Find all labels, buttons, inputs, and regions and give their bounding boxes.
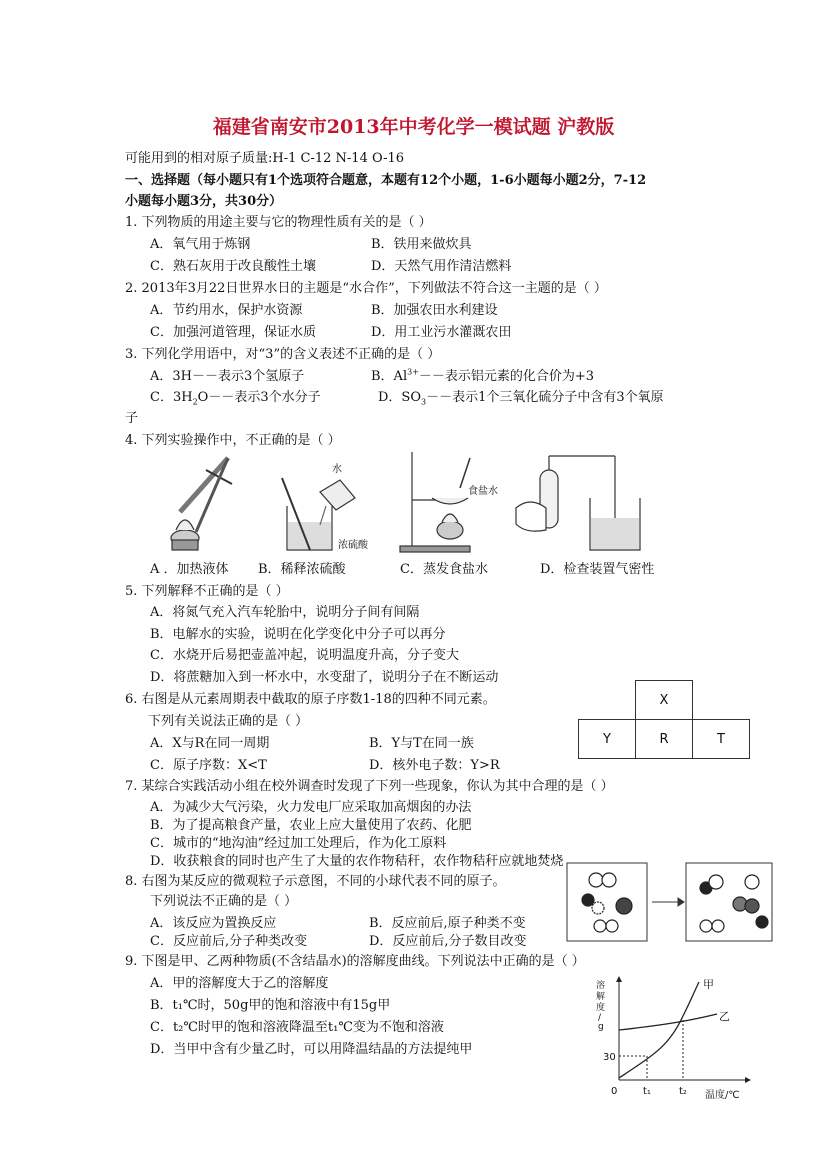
q5-option-c: C．水烧开后易把壶盖冲起，说明温度升高，分子变大	[150, 648, 459, 663]
q4-option-c: C．蒸发食盐水	[400, 562, 488, 577]
ylabel-3: 度	[596, 1003, 606, 1013]
figure-b-water-label: 水	[332, 464, 342, 475]
q4-lab-figures	[150, 450, 750, 558]
cell-x: X	[636, 681, 693, 720]
section-heading-line1: 一、选择题（每小题只有1个选项符合题意，本题有12个小题，1-6小题每小题2分，7-12	[125, 173, 647, 188]
q6-stem: 6. 右图是从元素周期表中截取的原子序数1-18的四种不同元素。	[125, 692, 496, 707]
q5-option-b: B．电解水的实验，说明在化学变化中分子可以再分	[150, 627, 446, 642]
q3-option-d: D．$SO_3--$表示1个三氧化硫分子中含有3个氧原	[378, 390, 664, 407]
q5-option-a: A．将氮气充入汽车轮胎中，说明分子间有间隔	[150, 605, 420, 620]
series-jia-label: 甲	[703, 978, 714, 991]
q3-option-d-tail: 子	[125, 411, 139, 426]
figure-heating-liquid	[171, 458, 232, 550]
q4-stem: 4. 下列实验操作中，不正确的是（ ）	[125, 433, 341, 448]
q5-option-d: D．将蔗糖加入到一杯水中，水变甜了，说明分子在不断运动	[150, 670, 499, 685]
q3-option-a: A．3H－－表示3个氢原子	[150, 369, 305, 384]
figure-airtight-check	[516, 456, 640, 550]
q4-option-d: D．检查装置气密性	[540, 562, 655, 577]
q2-option-a: A．节约用水，保护水资源	[150, 303, 303, 318]
periodic-table-fragment	[578, 680, 750, 759]
q8-stem: 8. 右图为某反应的微观粒子示意图，不同的小球代表不同的原子。	[125, 874, 506, 889]
q6-option-a: A．X与R在同一周期	[150, 736, 270, 751]
figure-b-acid-label: 浓硫酸	[338, 540, 368, 551]
q2-option-c: C．加强河道管理，保证水质	[150, 325, 316, 340]
q7-option-b: B．为了提高粮食产量，农业上应大量使用了农药、化肥	[150, 818, 472, 833]
q9-option-c: C．t₂℃时甲的饱和溶液降温至t₁℃变为不饱和溶液	[150, 1020, 444, 1035]
ylabel-4: /	[598, 1013, 602, 1023]
q6-option-b: B．Y与T在同一族	[369, 736, 474, 751]
q9-option-d: D．当甲中含有少量乙时，可以用降温结晶的方法提纯甲	[150, 1042, 473, 1057]
q7-option-d: D．收获粮食的同时也产生了大量的农作物秸秆，农作物秸秆应就地焚烧	[150, 854, 564, 869]
q1-option-b: B．铁用来做炊具	[371, 237, 472, 252]
origin-label: 0	[611, 1086, 618, 1097]
cell-t: T	[693, 720, 750, 759]
series-yi-label: 乙	[719, 1010, 730, 1023]
q1-option-c: C．熟石灰用于改良酸性土壤	[150, 259, 316, 274]
xtick-t1: t₁	[643, 1086, 651, 1097]
q8-option-a: A．该反应为置换反应	[150, 916, 277, 931]
q3-option-b: B．$Al^{3+}--$表示铝元素的化合价为+3	[371, 367, 595, 384]
q6-option-d: D．核外电子数：Y>R	[369, 758, 500, 773]
xlabel: 温度/℃	[705, 1090, 740, 1100]
solubility-graph	[595, 976, 765, 1100]
q9-option-b: B．t₁℃时，50g甲的饱和溶液中有15g甲	[150, 998, 391, 1013]
q6-stem2: 下列有关说法正确的是（ ）	[148, 714, 309, 729]
q3-stem: 3. 下列化学用语中，对“3”的含义表述不正确的是（ ）	[125, 347, 441, 362]
q8-reaction-diagram	[566, 862, 778, 944]
q5-stem: 5. 下列解释不正确的是（ ）	[125, 584, 289, 599]
q8-option-d: D．反应前后,分子数目改变	[369, 934, 527, 949]
q8-option-b: B．反应前后,原子种类不变	[369, 916, 526, 931]
q9-stem: 9. 下图是甲、乙两种物质(不含结晶水)的溶解度曲线。下列说法中正确的是（ ）	[125, 954, 585, 969]
atomic-mass-line: 可能用到的相对原子质量:H-1 C-12 N-14 O-16	[125, 151, 405, 166]
figure-evaporating	[400, 452, 470, 552]
cell-r: R	[636, 720, 693, 759]
q4-option-b: B．稀释浓硫酸	[258, 562, 346, 577]
q2-stem: 2. 2013年3月22日世界水日的主题是“水合作”，下列做法不符合这一主题的是（ ）	[125, 281, 607, 296]
q4-option-a: A ．加热液体	[150, 562, 229, 577]
q1-stem: 1. 下列物质的用途主要与它的物理性质有关的是（ ）	[125, 215, 432, 230]
curve-jia	[619, 982, 699, 1078]
q2-option-b: B．加强农田水利建设	[371, 303, 498, 318]
curve-yi	[619, 1014, 717, 1030]
page-title: 福建省南安市2013年中考化学一模试题 沪教版	[212, 116, 615, 138]
figure-c-label: 食盐水	[468, 486, 498, 497]
q1-option-a: A．氧气用于炼钢	[150, 237, 251, 252]
ylabel-2: 解	[596, 992, 606, 1002]
ylabel-5: g	[598, 1022, 604, 1032]
xtick-t2: t₂	[679, 1086, 687, 1097]
q1-option-d: D．天然气用作清洁燃料	[371, 259, 512, 274]
cell-y: Y	[579, 720, 636, 759]
reaction-arrow	[652, 898, 684, 906]
q9-option-a: A．甲的溶解度大于乙的溶解度	[150, 976, 329, 991]
q7-option-a: A．为减少大气污染，火力发电厂应采取加高烟囱的办法	[150, 800, 472, 815]
ylabel-1: 溶	[596, 981, 606, 991]
section-heading-line2: 小题每小题3分，共30分）	[125, 194, 283, 209]
q7-stem: 7. 某综合实践活动小组在校外调查时发现了下列一些现象，你认为其中合理的是（ ）	[125, 779, 614, 794]
q8-option-c: C．反应前后,分子种类改变	[150, 934, 308, 949]
q7-option-c: C．城市的“地沟油”经过加工处理后，作为化工原料	[150, 836, 447, 851]
q6-option-c: C．原子序数：X<T	[150, 758, 267, 773]
q8-stem2: 下列说法不正确的是（ ）	[150, 894, 298, 909]
q3-option-c: C．$3H_2O--$表示3个水分子	[150, 390, 321, 407]
q2-option-d: D．用工业污水灌溉农田	[371, 325, 512, 340]
ytick-30: 30	[603, 1052, 616, 1063]
